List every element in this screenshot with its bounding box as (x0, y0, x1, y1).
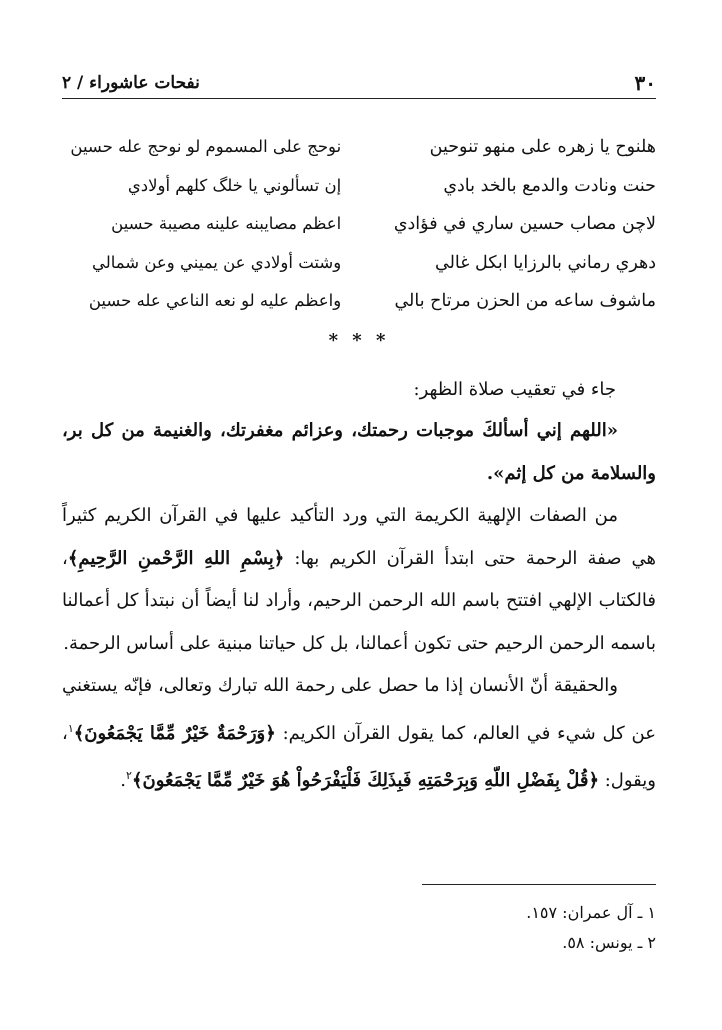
footnote: ١ ـ آل عمران: ١٥٧. (526, 903, 656, 922)
page-number: ٣٠ (634, 71, 656, 95)
paragraph (62, 665, 656, 803)
intro-line: جاء في تعقيب صلاة الظهر: (413, 379, 616, 400)
paragraph (62, 495, 656, 665)
quran-verse: ﴿قُلْ بِفَضْلِ اللّهِ وَبِرَحْمَتِهِ فَبِذَلِكَ فَلْيَفْرَحُواْ هُوَ خَيْرٌ مِّمَّا يَجْمَعُونَ﴾ (131, 770, 600, 791)
poem-right-column (377, 128, 656, 321)
poem-verse: نوحج على المسموم لو نوحج عله حسين (70, 137, 342, 156)
poem-verse: اعظم مصايبنه علينه مصيبة حسين (111, 214, 342, 233)
poem-verse: واعظم عليه لو نعه الناعي عله حسين (88, 291, 342, 310)
poem-verse: حنت ونادت والدمع بالخد بادي (443, 175, 656, 196)
prayer-quote: «اللهم إني أسألكَ موجبات رحمتك، وعزائم مغفرتك، والغنيمة من كل بر، والسلامة من كل إثم». (62, 420, 656, 484)
footnote-marker: ٢ (126, 769, 132, 782)
running-title: نفحات عاشوراء / ٢ (62, 73, 200, 93)
poem-verse: وشتت أولادي عن يميني وعن شمالي (91, 252, 342, 272)
poem-verse: إن تسألوني يا خلگ كلهم أولادي (127, 175, 342, 195)
poem-verse: لاچن مصاب حسين ساري في فؤادي (393, 214, 656, 234)
poem (62, 128, 656, 321)
body-text (62, 370, 656, 803)
paragraph-text: . (120, 770, 127, 791)
section-separator: * * * (328, 330, 390, 351)
paragraph-text: والحقيقة أنّ الأنسان إذا ما حصل على رحمة الله تبارك وتعالى، فإنّه يستغني عن كل شيء في العالم، كما يقول القرآن الكريم: (62, 675, 656, 744)
quran-verse: ﴿بِسْمِ اللهِ الرَّحْمنِ الرَّحِيمِ﴾ (67, 547, 285, 569)
quran-verse: ﴿وَرَحْمَةٌ خَيْرٌ مِّمَّا يَجْمَعُونَ﴾ (73, 722, 276, 744)
poem-verse: هلنوح يا زهره على منهو تنوحين (429, 137, 656, 157)
poem-verse: ماشوف ساعه من الحزن مرتاح بالي (394, 291, 656, 311)
paragraph-text: من الصفات الإلهية الكريمة التي ورد التأكيد عليها في القرآن الكريم كثيراً هي صفة الرحمة حتى ابتدأ القرآن الكريم بها: (62, 505, 656, 569)
footnotes (62, 898, 656, 958)
poem-left-column (62, 128, 341, 321)
footnote-divider (422, 884, 656, 885)
paragraph-text: ، فالكتاب الإلهي افتتح باسم الله الرحمن الرحيم، وأراد لنا أيضاً أن نبتدأ كل أعمالنا باسمه الرحمن الرحيم حتى تكون أعمالنا، بل كل حياتنا مبنية على أساس الرحمة. (62, 547, 656, 654)
page-header (62, 68, 656, 99)
book-page (62, 0, 656, 1030)
footnote-marker: ١ (67, 721, 74, 735)
poem-verse: دهري رماني بالرزايا ابكل غالي (435, 252, 656, 273)
footnote: ٢ ـ يونس: ٥٨. (562, 933, 656, 952)
paragraph-text: ، ويقول: (62, 722, 656, 791)
